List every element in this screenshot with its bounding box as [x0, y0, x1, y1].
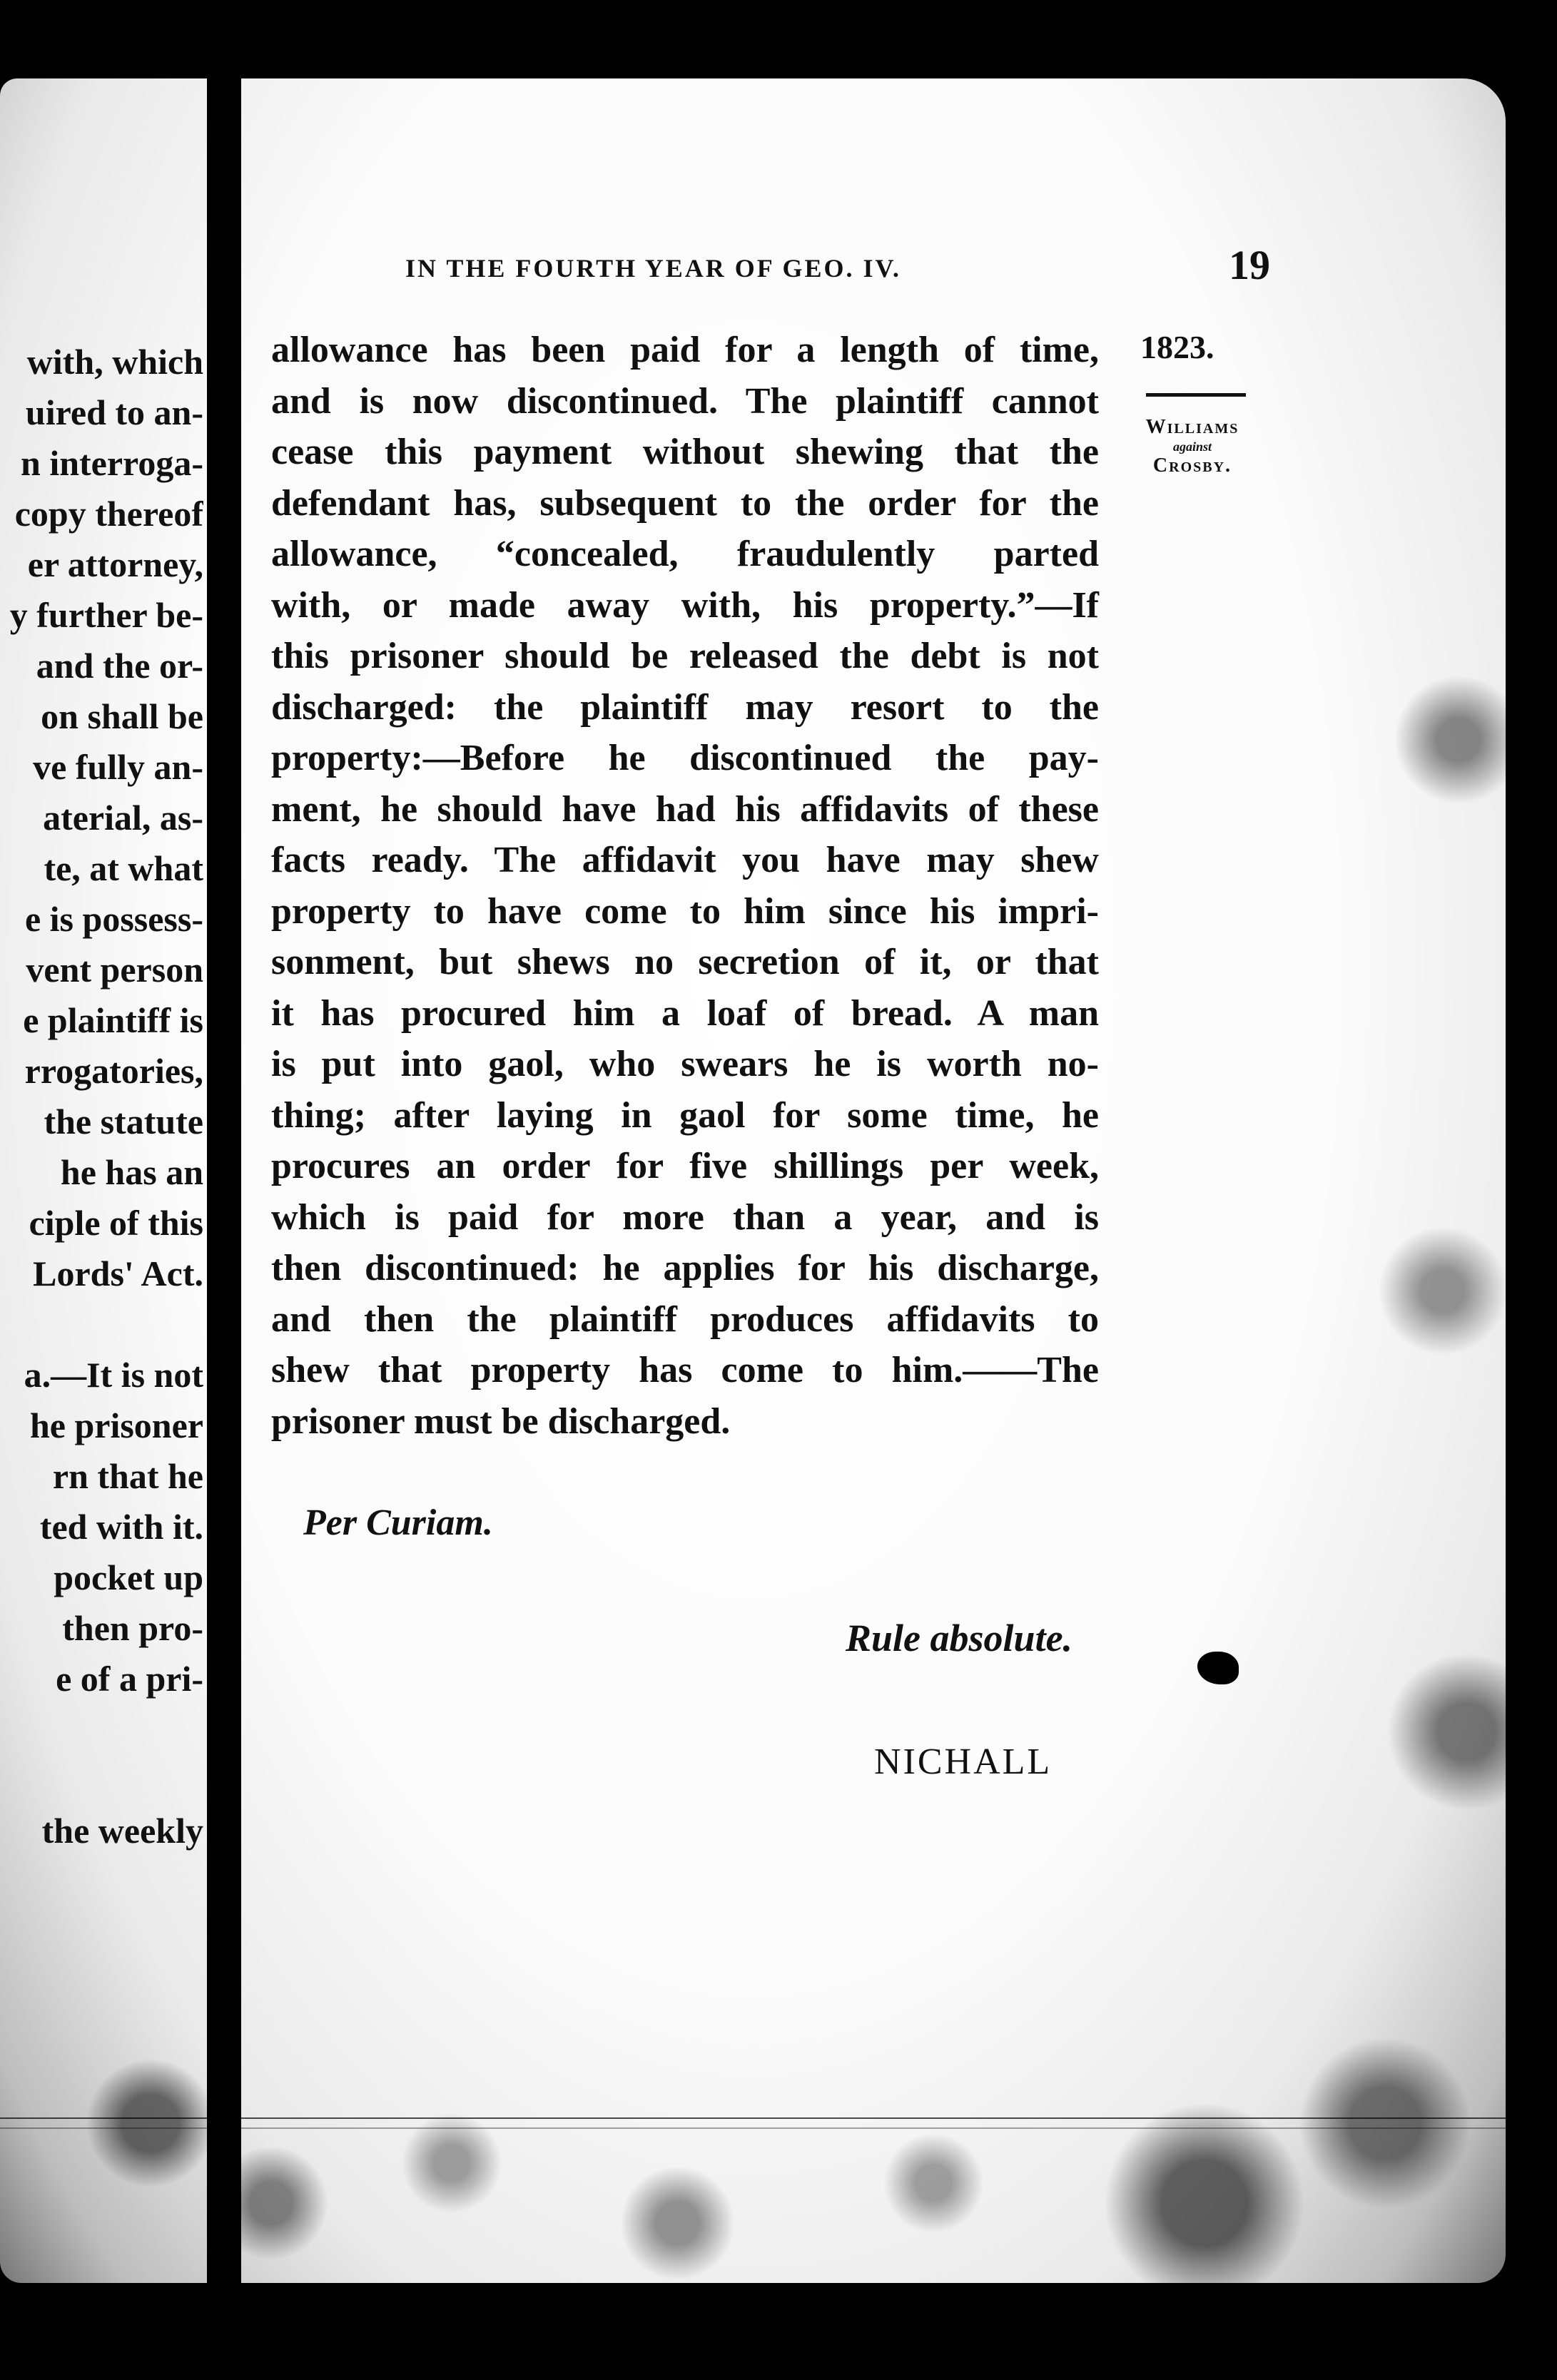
facing-page-line: e is possess- [24, 899, 203, 939]
body-line: then discontinued: he applies for his discharge, [271, 1248, 1099, 1288]
page-stains [0, 1883, 1506, 2283]
scan-line [0, 2127, 1506, 2129]
facing-page-line: e plaintiff is [23, 1000, 203, 1040]
ink-blot [1197, 1652, 1239, 1684]
body-line: ment, he should have had his affidavits of these [271, 788, 1099, 830]
body-line: facts ready. The affidavit you have may shew [271, 840, 1099, 880]
body-line: thing; after laying in gaol for some time, he [271, 1094, 1099, 1136]
body-line: with, or made away with, his property.”—If [271, 584, 1099, 626]
case-versus: against [1172, 439, 1212, 454]
page-number: 19 [1229, 242, 1270, 288]
facing-page-line: rn that he [52, 1456, 203, 1496]
reporter-name: NICHALL [874, 1741, 1053, 1782]
body-line: and is now discontinued. The plaintiff cannot [271, 380, 1099, 422]
facing-page-line: vent person [26, 950, 203, 990]
facing-page-line: the statute [44, 1102, 203, 1141]
facing-page-line: y further be- [9, 595, 203, 635]
body-line: prisoner must be discharged. [271, 1400, 731, 1442]
body-line: it has procured him a loaf of bread. A man [271, 992, 1099, 1034]
margin-year: 1823. [1140, 329, 1214, 365]
facing-page-line: aterial, as- [43, 798, 203, 838]
body-line: which is paid for more than a year, and is [271, 1196, 1099, 1238]
facing-page-line: rrogatories, [24, 1051, 203, 1091]
facing-page-line: e of a pri- [56, 1659, 203, 1699]
facing-page-line: he has an [60, 1152, 203, 1192]
running-head: IN THE FOURTH YEAR OF GEO. IV. [405, 254, 901, 283]
facing-page-fragment [0, 337, 203, 1856]
facing-page-line [0, 1299, 203, 1350]
facing-page-line: Lords' Act. [33, 1253, 203, 1293]
body-line: property to have come to him since his impri- [271, 890, 1099, 932]
body-line: this prisoner should be released the debt is not [271, 636, 1099, 676]
facing-page-line: uired to an- [25, 392, 203, 432]
facing-page-line: ve fully an- [33, 747, 203, 787]
case-defendant: Crosby. [1152, 454, 1232, 477]
body-line: allowance has been paid for a length of time, [271, 330, 1099, 370]
facing-page-line: and the or- [36, 646, 203, 686]
facing-page-line [0, 1704, 203, 1755]
scan-line [0, 2117, 1506, 2119]
body-line: and then the plaintiff produces affidavits to [271, 1298, 1099, 1340]
facing-page-line: copy thereof [14, 494, 203, 534]
facing-page-line: te, at what [44, 848, 203, 888]
rule-absolute: Rule absolute. [846, 1617, 1073, 1659]
facing-page-line: he prisoner [29, 1405, 203, 1445]
facing-page-line: a.—It is not [24, 1355, 203, 1395]
facing-page-line: ciple of this [29, 1203, 203, 1243]
margin-rule [1146, 393, 1246, 397]
facing-page-line: then pro- [62, 1608, 203, 1648]
body-line: procures an order for five shillings per week, [271, 1146, 1099, 1186]
body-line: shew that property has come to him.——The [271, 1350, 1099, 1390]
facing-page-line: er attorney, [27, 544, 203, 584]
body-line: cease this payment without shewing that the [271, 432, 1099, 472]
body-text [271, 325, 1099, 1447]
facing-page-line: ted with it. [39, 1507, 203, 1547]
facing-page-line: pocket up [54, 1557, 203, 1597]
facing-page-line [0, 1755, 203, 1806]
body-line: sonment, but shews no secretion of it, or that [271, 942, 1099, 982]
body-line: defendant has, subsequent to the order for the [271, 482, 1099, 524]
facing-page-line: the weekly [41, 1811, 203, 1851]
body-line: property:—Before he discontinued the pay- [271, 738, 1099, 778]
margin-case-name [1132, 415, 1253, 478]
body-line: discharged: the plaintiff may resort to the [271, 686, 1099, 728]
facing-page-line: on shall be [41, 696, 203, 736]
per-curiam: Per Curiam. [303, 1502, 493, 1543]
body-line: allowance, “concealed, fraudulently parted [271, 534, 1099, 574]
facing-page-line: with, which [26, 342, 203, 382]
case-plaintiff: Williams [1145, 416, 1239, 438]
facing-page-line: n interroga- [21, 443, 203, 483]
body-line: is put into gaol, who swears he is worth no- [271, 1044, 1099, 1084]
